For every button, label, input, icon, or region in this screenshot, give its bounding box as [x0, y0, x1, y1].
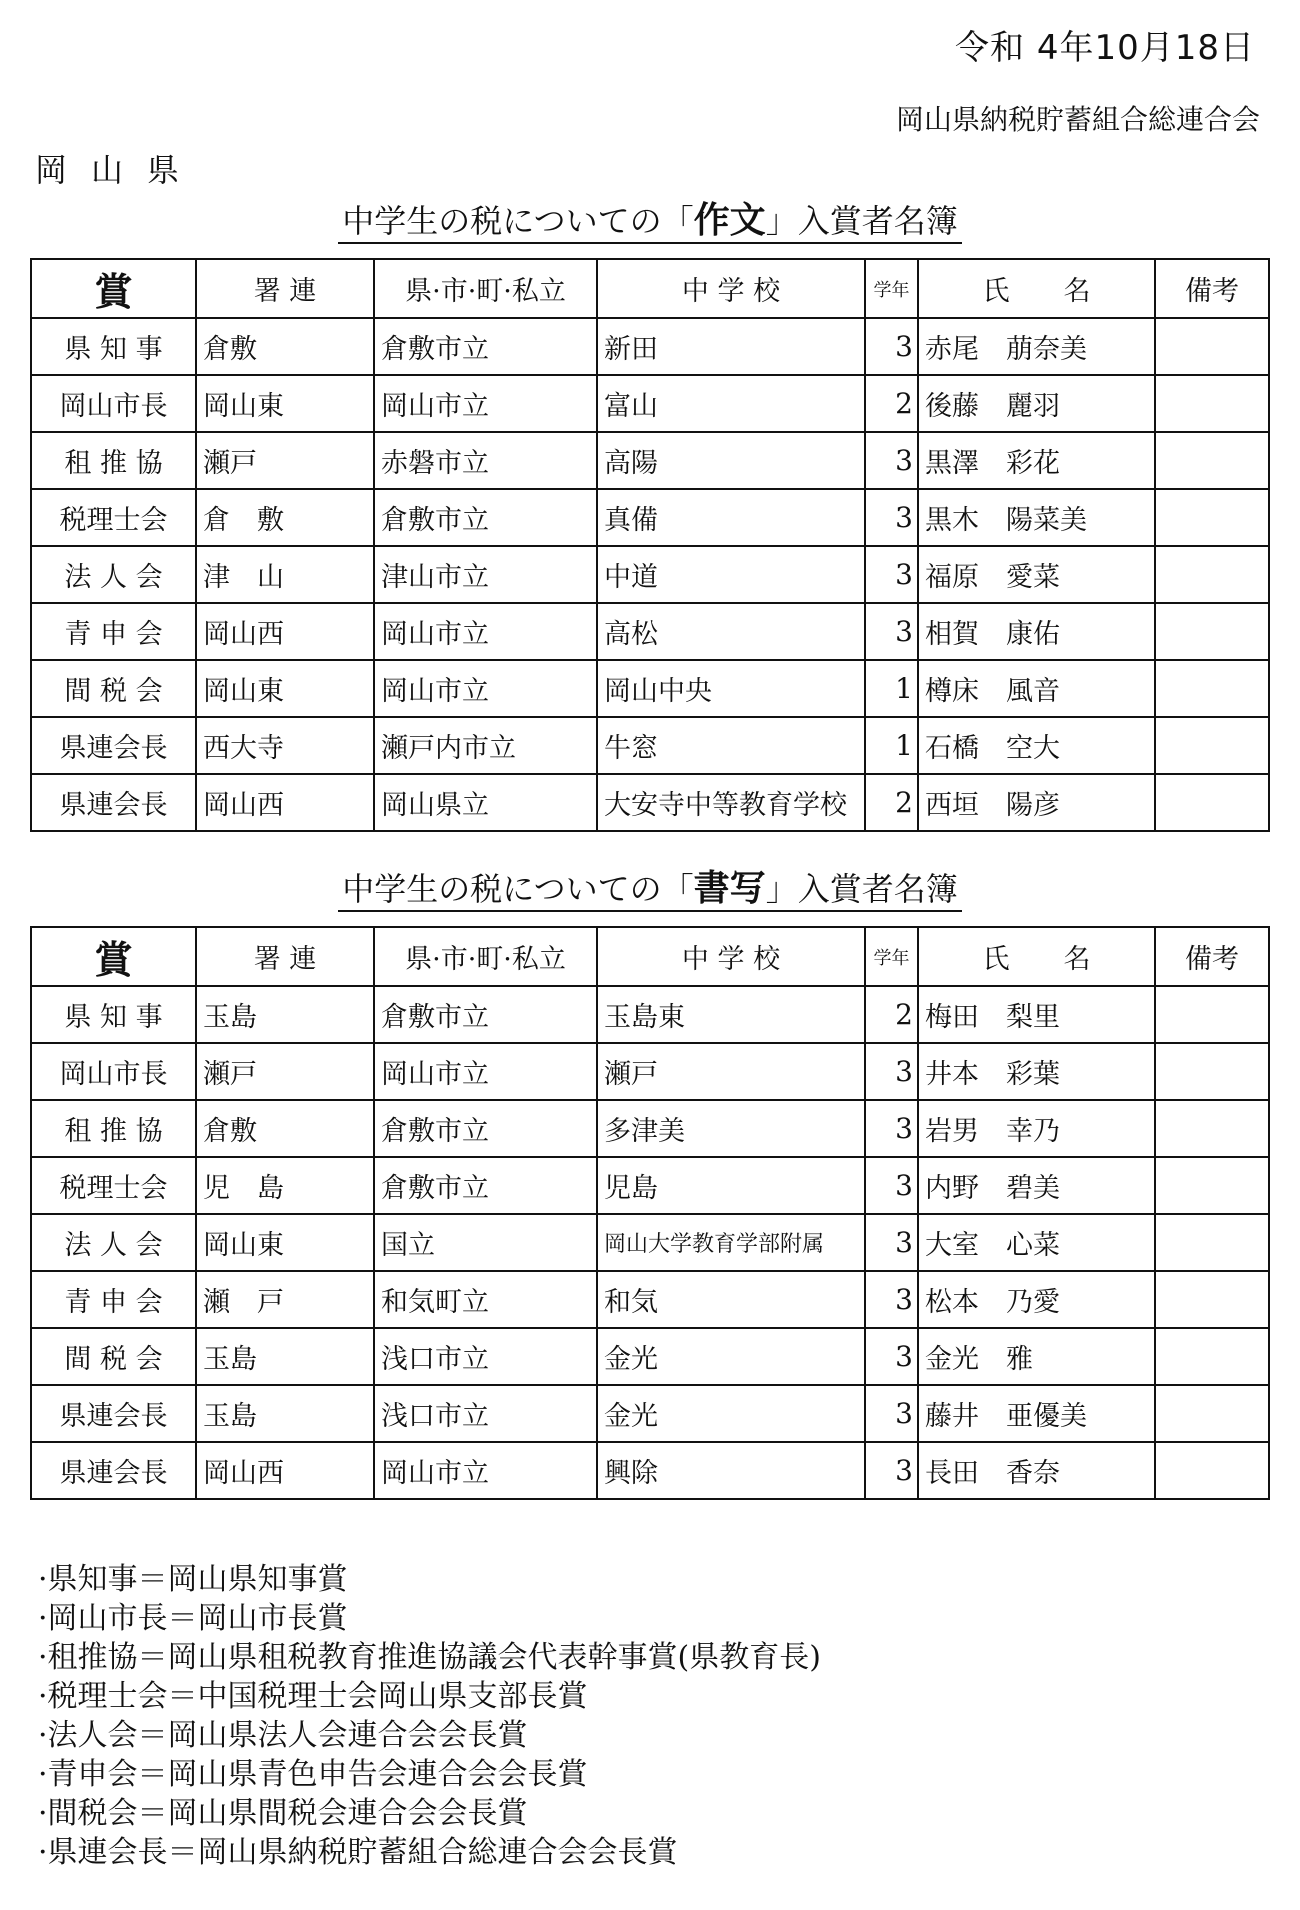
- name-cell: 長田 香奈: [918, 1442, 1155, 1499]
- title-suffix: 」入賞者名簿: [765, 202, 958, 240]
- type-cell: 国立: [374, 1214, 597, 1271]
- calligraphy-section-title: [30, 860, 1270, 911]
- name-cell: 相賀 康佑: [918, 603, 1155, 660]
- grade-cell: 3: [865, 1328, 918, 1385]
- school-cell: 真備: [597, 489, 865, 546]
- table-row: [31, 717, 1269, 774]
- office-cell: 岡山東: [196, 1214, 374, 1271]
- award-cell: 税理士会: [31, 1157, 196, 1214]
- table-row: [31, 1043, 1269, 1100]
- award-legend: [38, 1560, 821, 1872]
- grade-header: 学年: [865, 927, 918, 986]
- name-cell: 西垣 陽彦: [918, 774, 1155, 831]
- office-header: 署 連: [196, 927, 374, 986]
- grade-cell: 3: [865, 1385, 918, 1442]
- office-cell: 倉敷: [196, 1100, 374, 1157]
- award-cell: 青 申 会: [31, 603, 196, 660]
- title-prefix: 中学生の税についての「: [342, 870, 694, 908]
- office-cell: 津 山: [196, 546, 374, 603]
- table-row: [31, 1271, 1269, 1328]
- note-cell: [1155, 1442, 1269, 1499]
- grade-cell: 1: [865, 660, 918, 717]
- school-cell: 岡山中央: [597, 660, 865, 717]
- name-cell: 赤尾 萠奈美: [918, 318, 1155, 375]
- office-cell: 瀬 戸: [196, 1271, 374, 1328]
- table-row: [31, 660, 1269, 717]
- type-cell: 岡山市立: [374, 375, 597, 432]
- legend-item: ·税理士会＝中国税理士会岡山県支部長賞: [38, 1679, 588, 1714]
- award-cell: 岡山市長: [31, 1043, 196, 1100]
- note-cell: [1155, 1214, 1269, 1271]
- office-cell: 玉島: [196, 1385, 374, 1442]
- award-cell: 県 知 事: [31, 986, 196, 1043]
- school-cell: 高陽: [597, 432, 865, 489]
- office-cell: 倉 敷: [196, 489, 374, 546]
- name-cell: 藤井 亜優美: [918, 1385, 1155, 1442]
- note-cell: [1155, 1271, 1269, 1328]
- type-cell: 和気町立: [374, 1271, 597, 1328]
- type-cell: 倉敷市立: [374, 986, 597, 1043]
- award-header: 賞: [31, 927, 196, 986]
- type-cell: 赤磐市立: [374, 432, 597, 489]
- note-cell: [1155, 1328, 1269, 1385]
- table-row: [31, 489, 1269, 546]
- issuing-organization: 岡山県納税貯蓄組合総連合会: [895, 103, 1260, 136]
- note-cell: [1155, 489, 1269, 546]
- type-cell: 岡山県立: [374, 774, 597, 831]
- school-cell: 高松: [597, 603, 865, 660]
- office-cell: 児 島: [196, 1157, 374, 1214]
- school-cell: 児島: [597, 1157, 865, 1214]
- grade-cell: 3: [865, 1043, 918, 1100]
- type-cell: 浅口市立: [374, 1328, 597, 1385]
- note-cell: [1155, 986, 1269, 1043]
- award-cell: 法 人 会: [31, 1214, 196, 1271]
- table-row: [31, 986, 1269, 1043]
- table-row: [31, 546, 1269, 603]
- office-cell: 岡山東: [196, 375, 374, 432]
- title-suffix: 」入賞者名簿: [765, 870, 958, 908]
- school-cell: 多津美: [597, 1100, 865, 1157]
- name-header: 氏 名: [918, 927, 1155, 986]
- table-row: [31, 432, 1269, 489]
- school-header: 中 学 校: [597, 927, 865, 986]
- type-cell: 倉敷市立: [374, 318, 597, 375]
- grade-cell: 3: [865, 318, 918, 375]
- title-keyword: 書写: [693, 867, 766, 909]
- legend-item: ·岡山市長＝岡山市長賞: [38, 1601, 348, 1636]
- school-cell: 富山: [597, 375, 865, 432]
- document-date: 令和 4年10月18日: [955, 28, 1255, 68]
- office-cell: 岡山西: [196, 774, 374, 831]
- table-row: [31, 318, 1269, 375]
- title-keyword: 作文: [693, 199, 766, 241]
- school-cell: 和気: [597, 1271, 865, 1328]
- table-row: [31, 375, 1269, 432]
- note-cell: [1155, 660, 1269, 717]
- office-header: 署 連: [196, 259, 374, 318]
- type-cell: 瀬戸内市立: [374, 717, 597, 774]
- school-cell: 興除: [597, 1442, 865, 1499]
- grade-cell: 2: [865, 375, 918, 432]
- type-cell: 浅口市立: [374, 1385, 597, 1442]
- name-cell: 梅田 梨里: [918, 986, 1155, 1043]
- table-row: [31, 603, 1269, 660]
- note-cell: [1155, 318, 1269, 375]
- award-cell: 税理士会: [31, 489, 196, 546]
- school-cell: 瀬戸: [597, 1043, 865, 1100]
- legend-item: ·租推協＝岡山県租税教育推進協議会代表幹事賞(県教育長): [38, 1640, 821, 1675]
- type-cell: 岡山市立: [374, 660, 597, 717]
- note-cell: [1155, 1100, 1269, 1157]
- award-cell: 県 知 事: [31, 318, 196, 375]
- name-cell: 大室 心菜: [918, 1214, 1155, 1271]
- award-cell: 県連会長: [31, 1385, 196, 1442]
- grade-cell: 2: [865, 774, 918, 831]
- table-row: [31, 774, 1269, 831]
- award-cell: 租 推 協: [31, 432, 196, 489]
- table-row: [31, 1442, 1269, 1499]
- award-cell: 県連会長: [31, 717, 196, 774]
- award-cell: 青 申 会: [31, 1271, 196, 1328]
- legend-item: ·間税会＝岡山県間税会連合会会長賞: [38, 1796, 528, 1831]
- legend-item: ·法人会＝岡山県法人会連合会会長賞: [38, 1718, 528, 1753]
- office-cell: 西大寺: [196, 717, 374, 774]
- office-cell: 瀬戸: [196, 1043, 374, 1100]
- grade-cell: 3: [865, 1214, 918, 1271]
- table-row: [31, 1214, 1269, 1271]
- name-cell: 石橋 空大: [918, 717, 1155, 774]
- award-cell: 法 人 会: [31, 546, 196, 603]
- calligraphy-award-table: [30, 926, 1270, 1500]
- type-cell: 津山市立: [374, 546, 597, 603]
- grade-cell: 3: [865, 489, 918, 546]
- office-cell: 玉島: [196, 1328, 374, 1385]
- name-cell: 松本 乃愛: [918, 1271, 1155, 1328]
- award-cell: 間 税 会: [31, 660, 196, 717]
- type-cell: 倉敷市立: [374, 1100, 597, 1157]
- note-header: 備考: [1155, 259, 1269, 318]
- grade-header: 学年: [865, 259, 918, 318]
- table-header-row: [31, 259, 1269, 318]
- type-cell: 倉敷市立: [374, 489, 597, 546]
- type-cell: 岡山市立: [374, 1442, 597, 1499]
- name-cell: 岩男 幸乃: [918, 1100, 1155, 1157]
- award-header: 賞: [31, 259, 196, 318]
- name-cell: 内野 碧美: [918, 1157, 1155, 1214]
- note-cell: [1155, 1385, 1269, 1442]
- essay-award-table: [30, 258, 1270, 832]
- legend-item: ·青申会＝岡山県青色申告会連合会会長賞: [38, 1757, 588, 1792]
- legend-item: ·県知事＝岡山県知事賞: [38, 1562, 348, 1597]
- note-cell: [1155, 432, 1269, 489]
- type-cell: 岡山市立: [374, 1043, 597, 1100]
- name-cell: 金光 雅: [918, 1328, 1155, 1385]
- note-cell: [1155, 1043, 1269, 1100]
- name-cell: 黒木 陽菜美: [918, 489, 1155, 546]
- office-cell: 玉島: [196, 986, 374, 1043]
- type-header: 県·市·町·私立: [374, 927, 597, 986]
- grade-cell: 1: [865, 717, 918, 774]
- table-header-row: [31, 927, 1269, 986]
- note-cell: [1155, 1157, 1269, 1214]
- award-cell: 間 税 会: [31, 1328, 196, 1385]
- name-cell: 後藤 麗羽: [918, 375, 1155, 432]
- office-cell: 倉敷: [196, 318, 374, 375]
- office-cell: 岡山東: [196, 660, 374, 717]
- note-cell: [1155, 717, 1269, 774]
- grade-cell: 3: [865, 432, 918, 489]
- type-header: 県·市·町·私立: [374, 259, 597, 318]
- type-cell: 岡山市立: [374, 603, 597, 660]
- table-row: [31, 1157, 1269, 1214]
- school-cell: 新田: [597, 318, 865, 375]
- name-cell: 樽床 風音: [918, 660, 1155, 717]
- essay-section-title: [30, 192, 1270, 243]
- table-row: [31, 1100, 1269, 1157]
- school-cell: 岡山大学教育学部附属: [597, 1214, 865, 1271]
- school-header: 中 学 校: [597, 259, 865, 318]
- grade-cell: 3: [865, 1157, 918, 1214]
- school-cell: 中道: [597, 546, 865, 603]
- school-cell: 牛窓: [597, 717, 865, 774]
- office-cell: 瀬戸: [196, 432, 374, 489]
- prefecture-label: 岡山県: [35, 151, 204, 189]
- note-cell: [1155, 603, 1269, 660]
- school-cell: 大安寺中等教育学校: [597, 774, 865, 831]
- name-cell: 福原 愛菜: [918, 546, 1155, 603]
- award-cell: 県連会長: [31, 774, 196, 831]
- grade-cell: 3: [865, 1271, 918, 1328]
- name-cell: 井本 彩葉: [918, 1043, 1155, 1100]
- grade-cell: 2: [865, 986, 918, 1043]
- table-row: [31, 1328, 1269, 1385]
- grade-cell: 3: [865, 546, 918, 603]
- school-cell: 金光: [597, 1328, 865, 1385]
- school-cell: 玉島東: [597, 986, 865, 1043]
- grade-cell: 3: [865, 603, 918, 660]
- table-row: [31, 1385, 1269, 1442]
- grade-cell: 3: [865, 1100, 918, 1157]
- note-cell: [1155, 546, 1269, 603]
- note-header: 備考: [1155, 927, 1269, 986]
- type-cell: 倉敷市立: [374, 1157, 597, 1214]
- office-cell: 岡山西: [196, 603, 374, 660]
- office-cell: 岡山西: [196, 1442, 374, 1499]
- note-cell: [1155, 774, 1269, 831]
- award-cell: 県連会長: [31, 1442, 196, 1499]
- grade-cell: 3: [865, 1442, 918, 1499]
- note-cell: [1155, 375, 1269, 432]
- award-cell: 租 推 協: [31, 1100, 196, 1157]
- title-prefix: 中学生の税についての「: [342, 202, 694, 240]
- award-cell: 岡山市長: [31, 375, 196, 432]
- name-header: 氏 名: [918, 259, 1155, 318]
- school-cell: 金光: [597, 1385, 865, 1442]
- name-cell: 黒澤 彩花: [918, 432, 1155, 489]
- legend-item: ·県連会長＝岡山県納税貯蓄組合総連合会会長賞: [38, 1835, 678, 1870]
